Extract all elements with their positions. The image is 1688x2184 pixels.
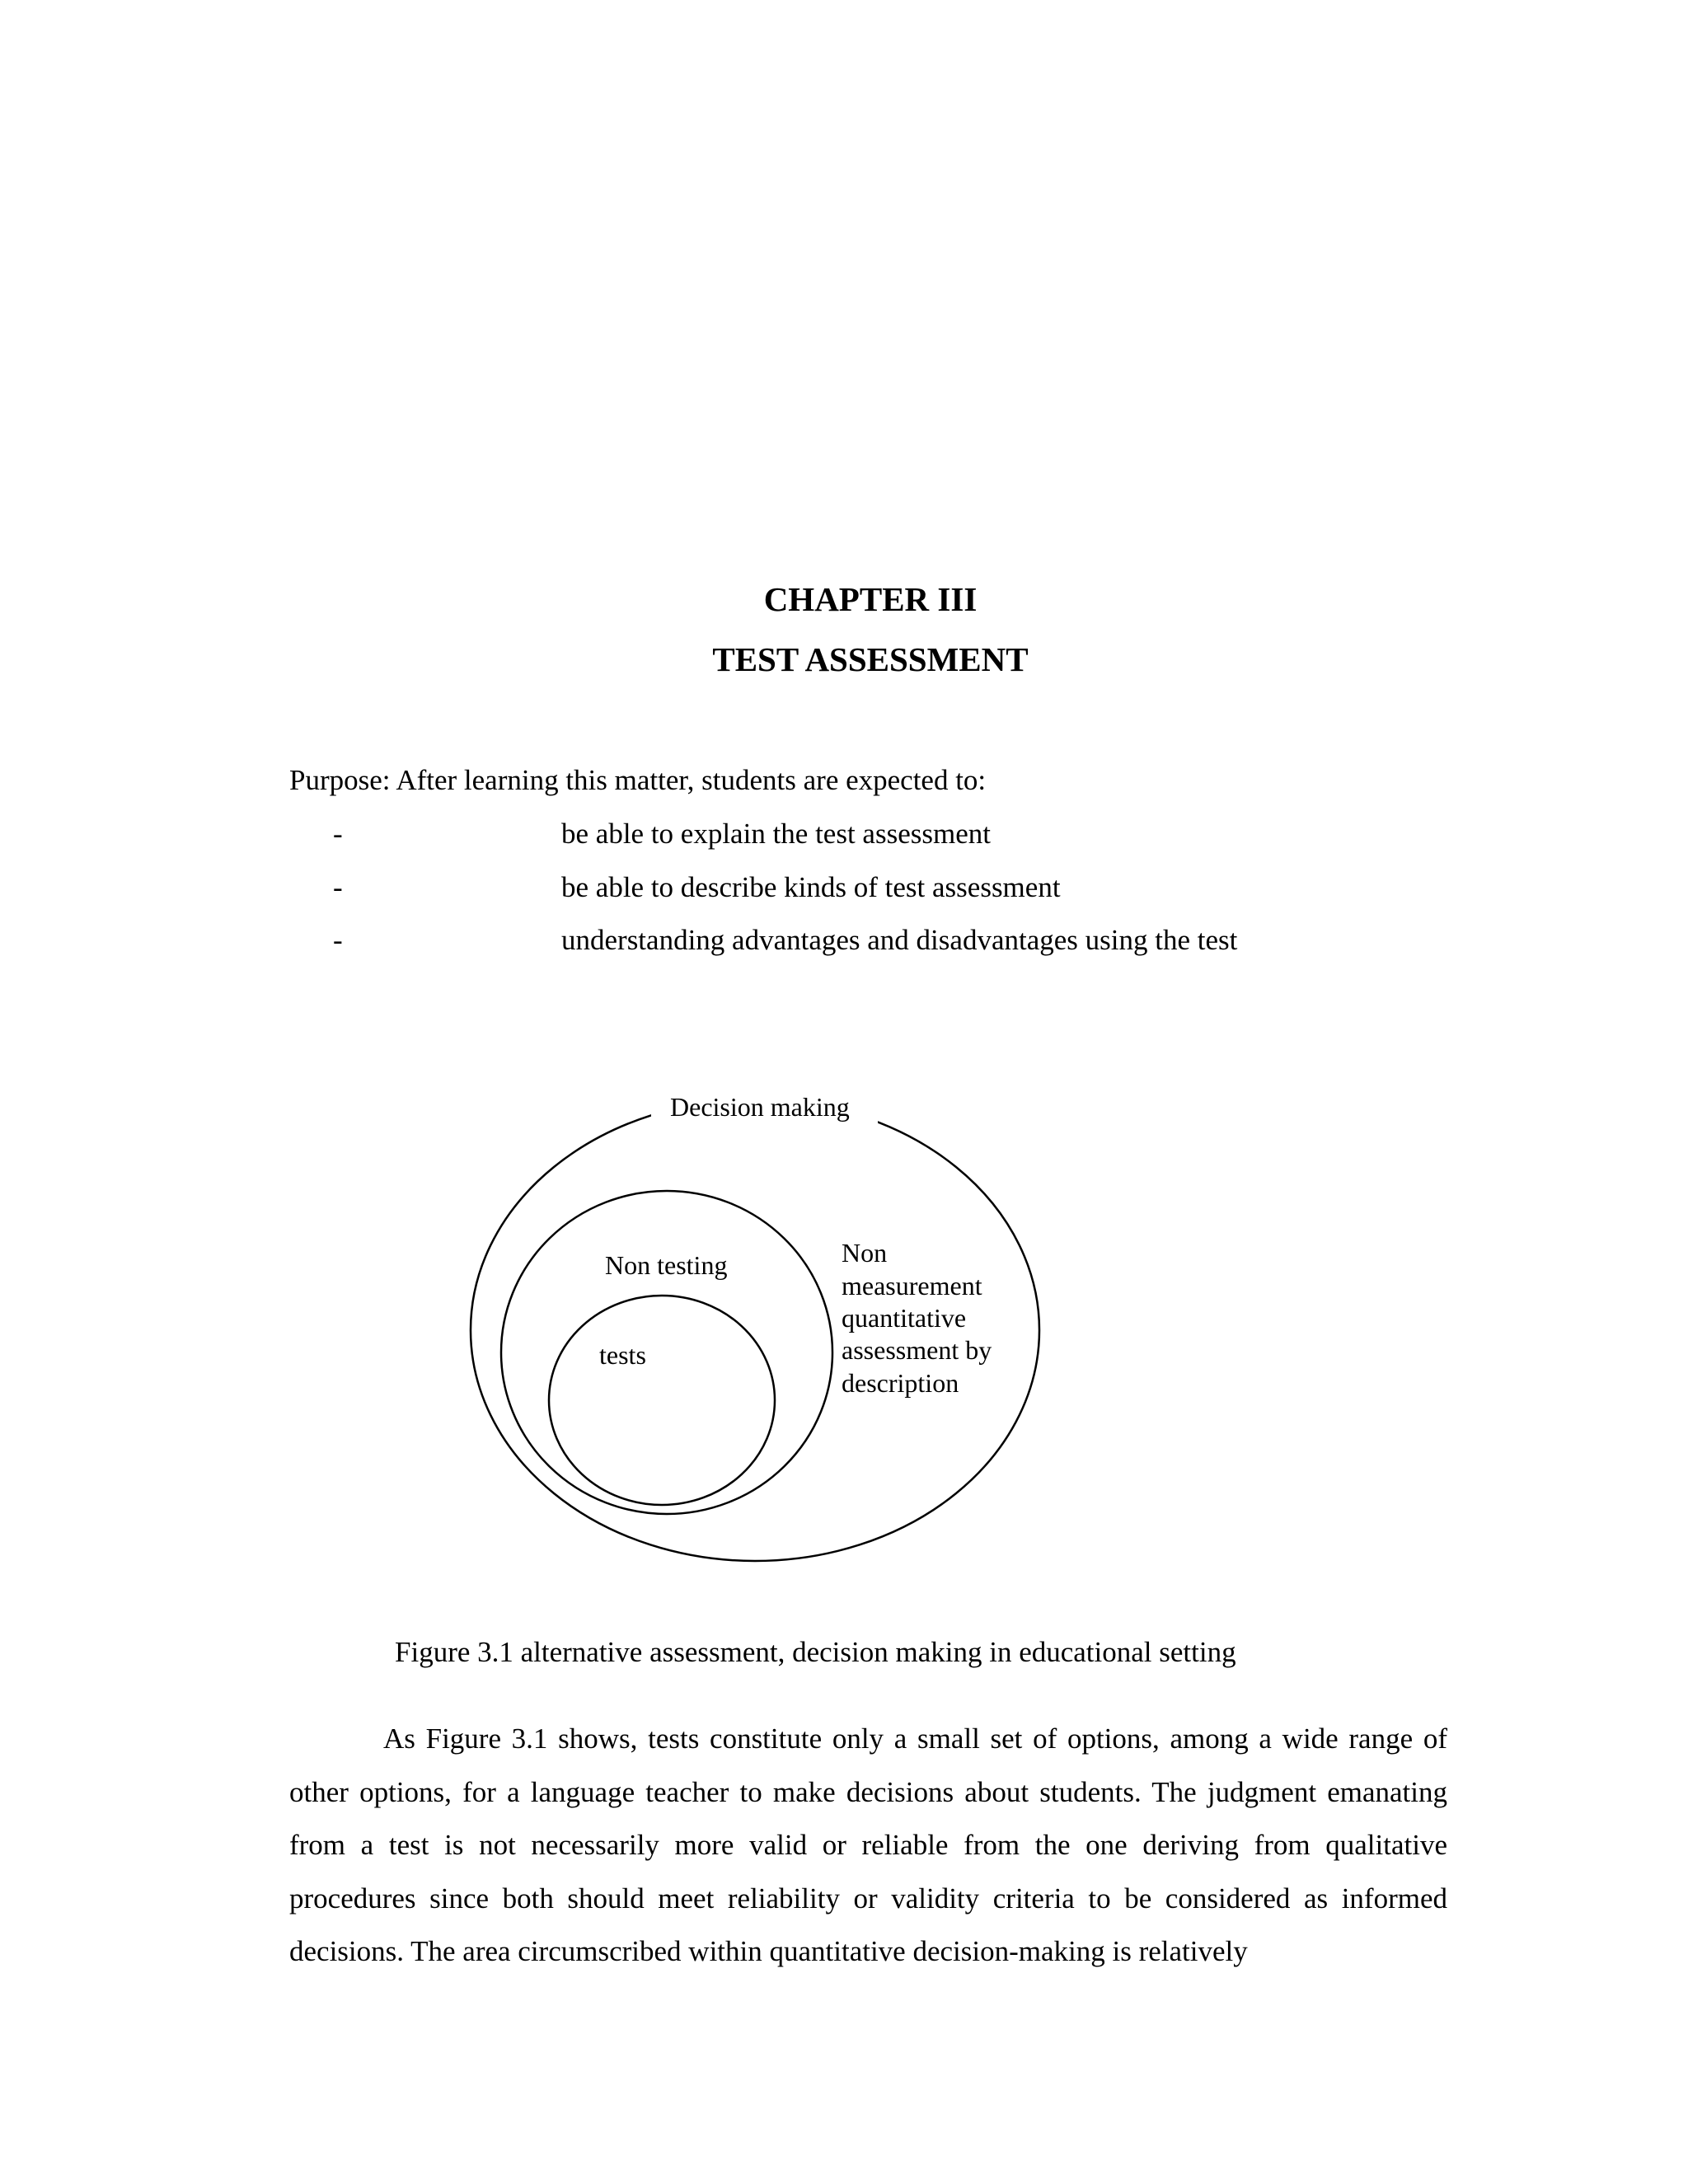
bullet-dash: -: [333, 818, 343, 850]
side-label-line: description: [842, 1368, 959, 1398]
figure-caption: [395, 1629, 1301, 1683]
figure-caption-text: Figure 3.1 alternative assessment, decision making in educational setting: [395, 1636, 1236, 1668]
chapter-number: CHAPTER III: [763, 580, 978, 618]
outer-ellipse-decision-making: [471, 1099, 1039, 1561]
bullet-dash: -: [333, 924, 343, 956]
body-paragraph: As Figure 3.1 shows, tests constitute only a small set of options, among a wide range of other options, for a language teacher to make decisions about students. The judgment emanating from a test is not necessarily more valid or reliable from the one deriving from qualitative procedures since both should meet reliability or validity criteria to be considered as informed decisions. The area circumscribed within quantitative decision-making is relatively: [289, 1722, 1447, 1967]
inner-ellipse-tests: [549, 1296, 775, 1505]
objective-text: be able to describe kinds of test assessment: [561, 871, 1061, 903]
middle-label: Non testing: [605, 1250, 728, 1280]
outer-label: Decision making: [670, 1092, 850, 1122]
inner-label: tests: [599, 1340, 646, 1370]
chapter-title: TEST ASSESSMENT: [712, 640, 1029, 678]
purpose-intro: Purpose: After learning this matter, students are expected to:: [289, 764, 987, 796]
objective-text: understanding advantages and disadvantages using the test: [561, 924, 1238, 956]
objective-text: be able to explain the test assessment: [561, 818, 991, 850]
bullet-dash: -: [333, 871, 343, 903]
side-label-line: measurement: [842, 1271, 982, 1301]
side-label-line: Non: [842, 1238, 888, 1268]
side-label-line: quantitative: [842, 1303, 967, 1333]
side-label-line: assessment by: [842, 1335, 992, 1365]
middle-ellipse-non-testing: [501, 1191, 832, 1514]
